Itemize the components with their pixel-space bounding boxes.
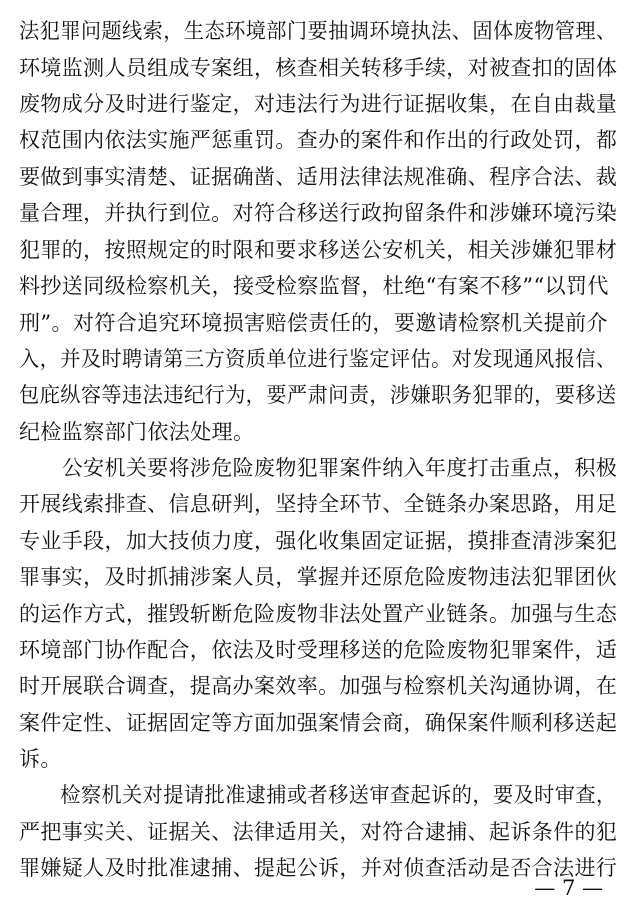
text-line: 环境部门协作配合，依法及时受理移送的危险废物犯罪案件，适	[19, 638, 618, 662]
page-number: — 7 —	[534, 876, 603, 900]
text-line: 料抄送同级检察机关，接受检察监督，杜绝“有案不移”“以罚代	[19, 274, 609, 298]
text-line: 犯罪的，按照规定的时限和要求移送公安机关，相关涉嫌犯罪材	[19, 238, 618, 262]
text-line: 环境监测人员组成专案组，核查相关转移手续，对被查扣的固体	[19, 56, 618, 80]
text-line: 罪事实，及时抓捕涉案人员，掌握并还原危险废物违法犯罪团伙	[19, 565, 618, 589]
text-line: 刑”。对符合追究环境损害赔偿责任的，要邀请检察机关提前介	[19, 311, 608, 335]
text-line: 废物成分及时进行鉴定，对违法行为进行证据收集，在自由裁量	[19, 92, 618, 116]
text-line: 罪嫌疑人及时批准逮捕、提起公诉，并对侦查活动是否合法进行	[19, 856, 618, 880]
text-line: 要做到事实清楚、证据确凿、适用法律法规准确、程序合法、裁	[19, 165, 618, 189]
text-line: 量合理，并执行到位。对符合移送行政拘留条件和涉嫌环境污染	[19, 201, 618, 225]
text-line: 时开展联合调查，提高办案效率。加强与检察机关沟通协调，在	[19, 674, 618, 698]
text-line: 诉。	[19, 747, 62, 771]
text-line: 纪检监察部门依法处理。	[19, 420, 255, 444]
paragraph-start-line: 检察机关对提请批准逮捕或者移送审查起诉的，要及时审查，	[19, 783, 617, 807]
text-line: 权范围内依法实施严惩重罚。查办的案件和作出的行政处罚，都	[19, 128, 618, 152]
text-line: 包庇纵容等违法违纪行为，要严肃问责，涉嫌职务犯罪的，要移送	[19, 383, 617, 407]
text-line: 的运作方式，摧毁斩断危险废物非法处置产业链条。加强与生态	[19, 602, 618, 626]
text-line: 严把事实关、证据关、法律适用关，对符合逮捕、起诉条件的犯	[19, 820, 618, 844]
text-line: 案件定性、证据固定等方面加强案情会商，确保案件顺利移送起	[19, 711, 618, 735]
text-line: 开展线索排查、信息研判，坚持全环节、全链条办案思路，用足	[19, 492, 618, 516]
text-line: 入，并及时聘请第三方资质单位进行鉴定评估。对发现通风报信、	[19, 347, 617, 371]
text-line: 专业手段，加大技侦力度，强化收集固定证据，摸排查清涉案犯	[19, 529, 618, 553]
paragraph-start-line: 公安机关要将涉危险废物犯罪案件纳入年度打击重点，积极	[19, 456, 618, 480]
document-page	[19, 0, 617, 907]
text-line: 法犯罪问题线索，生态环境部门要抽调环境执法、固体废物管理、	[19, 19, 617, 43]
